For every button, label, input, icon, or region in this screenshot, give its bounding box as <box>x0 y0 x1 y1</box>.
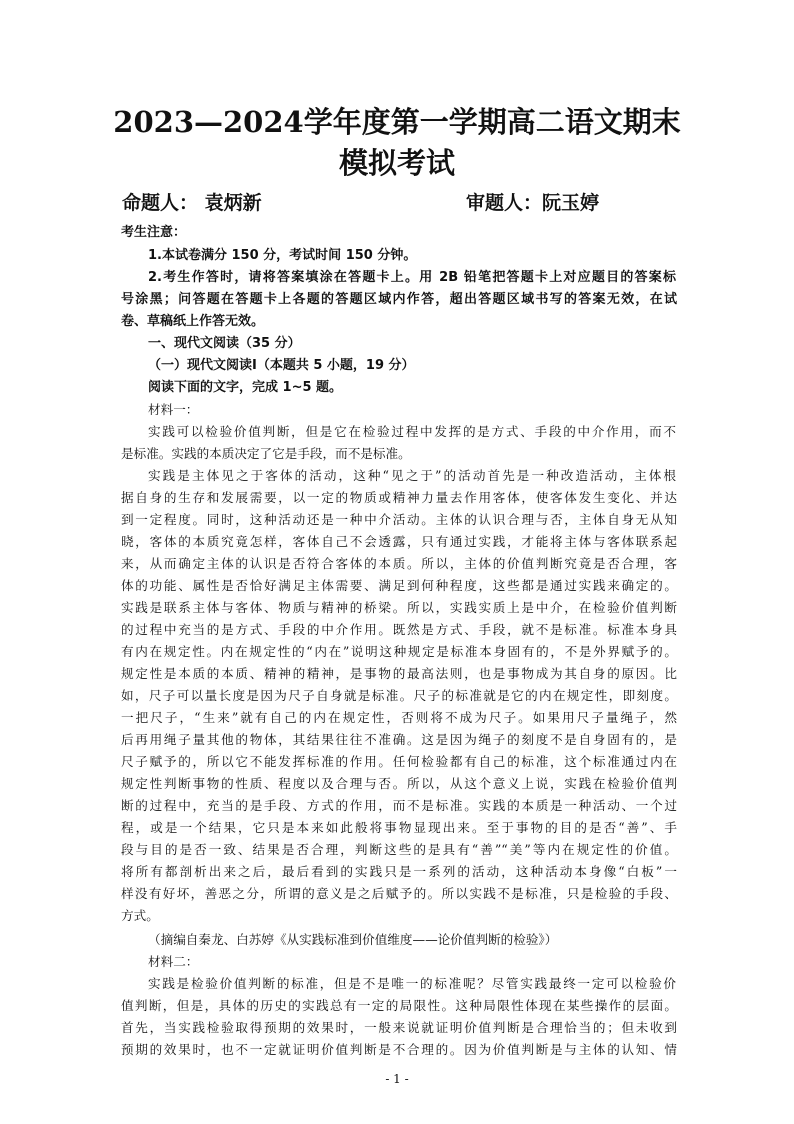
paragraph-line: 实践是联系主体与客体、物质与精神的桥梁。所以，实践实质上是中介，在检验价值判断 <box>121 600 677 615</box>
exam-title-line1: 2023—2024学年度第一学期高二语文期末 <box>113 105 681 139</box>
paragraph-line: 据自身的生存和发展需要，以一定的物质或精神力量去作用客体，使客体发生变化、并达 <box>121 490 677 505</box>
paragraph-line: 断的过程中，充当的是手段、方式的作用，而不是标准。实践的本质是一种活动、一个过 <box>121 798 677 813</box>
reading-instruction: 阅读下面的文字，完成 1~5 题。 <box>148 380 343 395</box>
section-part1-heading: 一、现代文阅读（35 分） <box>148 336 301 351</box>
paragraph-line: 体的功能、属性是否恰好满足主体需要、满足到何种程度，这些都是通过实践来确定的。 <box>121 578 677 593</box>
paragraph-line: 一把尺子，“生来”就有自己的内在规定性，否则将不成为尺子。如果用尺子量绳子，然 <box>121 710 677 725</box>
paragraph-line: 首先，当实践检验取得预期的效果时，一般来说就证明价值判断是合理恰当的；但未收到 <box>121 1020 677 1035</box>
authors-row <box>122 188 682 215</box>
notice-item-1: 1.本试卷满分 150 分，考试时间 150 分钟。 <box>148 248 417 263</box>
notice-item-2-line3: 卷、草稿纸上作答无效。 <box>121 314 265 329</box>
setter-label: 命题人： 袁炳新 <box>122 192 262 214</box>
paragraph-line: 预期的效果时，也不一定就证明价值判断是不合理的。因为价值判断是与主体的认知、情 <box>121 1042 677 1057</box>
paragraph-line: 尺子赋予的，所以它不能发挥标准的作用。任何检验都有自己的标准，这个标准通过内在 <box>121 754 677 769</box>
material1-source: （摘编自秦龙、白苏婷《从实践标准到价值维度——论价值判断的检验》） <box>148 932 558 947</box>
paragraph-line: 来，从而确定主体的认识是否符合客体的本质。所以，主体的价值判断究竟是否合理，客 <box>121 556 677 571</box>
paragraph-line: 到一定程度。同时，这种活动还是一种中介活动。主体的认识合理与否，主体自身无从知 <box>121 512 677 527</box>
reviewer-label: 审题人：阮玉婷 <box>466 192 600 214</box>
paragraph-line: 将所有都剖析出来之后，最后看到的实践只是一系列的活动，这种活动本身像“白板”一 <box>121 864 677 879</box>
paragraph-line: 值判断，但是，具体的历史的实践总有一定的局限性。这种局限性体现在某些操作的层面。 <box>121 998 677 1013</box>
material2-label: 材料二： <box>148 954 199 969</box>
paragraph-line: 的过程中充当的是方式、手段的中介作用。既然是方式、手段，就不是标准。标准本身具 <box>121 622 677 637</box>
notice-item-2-line1: 2.考生作答时，请将答案填涂在答题卡上。用 2B 铅笔把答题卡上对应题目的答案标 <box>148 270 676 285</box>
paragraph-line: 规定性是本质的本质、精神的精神，是事物的最高法则，也是事物成为其自身的原因。比 <box>121 666 677 681</box>
paragraph-line: 方式。 <box>121 908 159 923</box>
paragraph-line: 规定性判断事物的性质、程度以及合理与否。所以，从这个意义上说，实践在检验价值判 <box>121 776 677 791</box>
material1-label: 材料一： <box>148 402 199 417</box>
paragraph-line: 有内在规定性。内在规定性的“内在”说明这种规定是标准本身固有的，不是外界赋予的。 <box>121 644 677 659</box>
paragraph-line: 段与目的是否一致、结果是否合理，判断这些的是具有“善”“美”等内在规定性的价值。 <box>121 842 677 857</box>
paragraph-line: 样没有好坏，善恶之分，所谓的意义是之后赋予的。所以实践不是标准，只是检验的手段、 <box>121 886 677 901</box>
paragraph-line: 是标准。实践的本质决定了它是手段，而不是标准。 <box>121 446 411 461</box>
notice-item-2-line2: 号涂黑；问答题在答题卡上各题的答题区域内作答，超出答题区域书写的答案无效，在试 <box>121 292 677 307</box>
paragraph-line: 程，或是一个结果，它只是本来如此般将事物显现出来。至于事物的目的是否“善”、手 <box>121 820 677 835</box>
paragraph-line: 后再用绳子量其他的物体，其结果往往不准确。这是因为绳子的刻度不是自身固有的，是 <box>121 732 677 747</box>
paragraph-line: 晓，客体的本质究竟怎样，客体自己不会透露，只有通过实践，才能将主体与客体联系起 <box>121 534 677 549</box>
section-sub1-heading: （一）现代文阅读Ⅰ（本题共 5 小题，19 分） <box>148 358 415 373</box>
paragraph-line: 如，尺子可以量长度是因为尺子自身就是标准。尺子的标准就是它的内在规定性，即刻度。 <box>121 688 677 703</box>
page-number: - 1 - <box>385 1072 409 1086</box>
paragraph-line: 实践是主体见之于客体的活动，这种“见之于”的活动首先是一种改造活动，主体根 <box>148 468 676 483</box>
exam-title-line2: 模拟考试 <box>338 146 455 180</box>
paragraph-line: 实践可以检验价值判断，但是它在检验过程中发挥的是方式、手段的中介作用，而不 <box>148 424 676 439</box>
notice-heading: 考生注意： <box>121 225 187 240</box>
paragraph-line: 实践是检验价值判断的标准，但是不是唯一的标准呢？尽管实践最终一定可以检验价 <box>148 976 676 991</box>
